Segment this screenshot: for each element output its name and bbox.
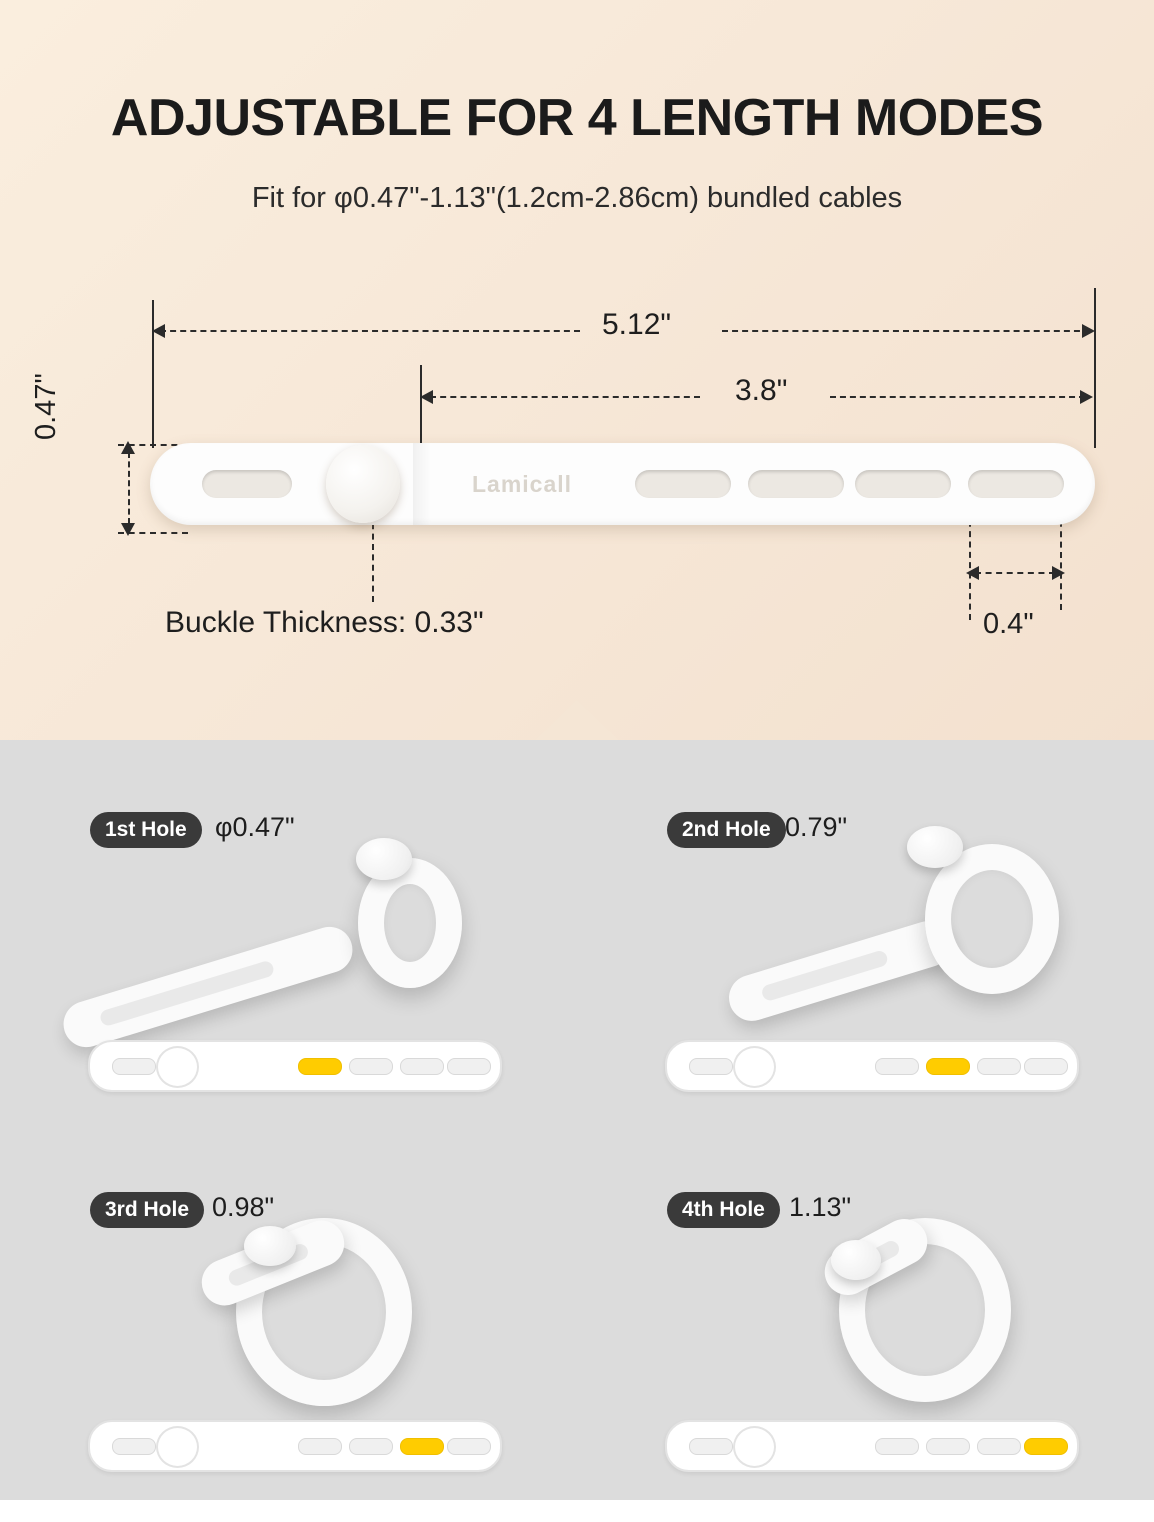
hole-indicator-1	[88, 1040, 502, 1092]
mode-badge: 2nd Hole	[667, 812, 786, 848]
mode-badge: 3rd Hole	[90, 1192, 204, 1228]
mini-buckle-icon	[733, 1046, 776, 1088]
mode-photo-1	[0, 798, 577, 1048]
strap-tail	[58, 921, 358, 1053]
tail-slot	[760, 949, 889, 1002]
strap-hole	[855, 470, 951, 498]
buckle-knob	[907, 826, 963, 868]
mode-photo-2	[577, 798, 1154, 1048]
mode-photo-4	[577, 1178, 1154, 1428]
mini-hole-active	[926, 1058, 970, 1075]
page-title: ADJUSTABLE FOR 4 LENGTH MODES	[110, 89, 1044, 147]
mini-buckle-icon	[156, 1046, 199, 1088]
mini-hole-active	[400, 1438, 444, 1455]
mode-cell-4	[577, 1142, 1154, 1522]
length-modes-panel	[0, 740, 1154, 1500]
mode-photo-3	[0, 1178, 577, 1428]
mini-hole-active	[1024, 1438, 1068, 1455]
mini-hole-end	[689, 1058, 733, 1075]
mini-hole-end	[112, 1438, 156, 1455]
width-label: 0.47"	[30, 373, 62, 440]
mini-buckle-icon	[733, 1426, 776, 1468]
mini-hole	[400, 1058, 444, 1075]
mini-hole-active	[298, 1058, 342, 1075]
mode-badge: 4th Hole	[667, 1192, 780, 1228]
buckle-thickness-label: Buckle Thickness: 0.33"	[165, 606, 484, 639]
mini-hole	[1024, 1058, 1068, 1075]
strap-hole	[635, 470, 731, 498]
strap-notch	[413, 443, 431, 525]
cable-strap-illustration	[150, 443, 1095, 525]
mini-hole	[875, 1058, 919, 1075]
mini-hole	[298, 1438, 342, 1455]
mini-buckle-icon	[156, 1426, 199, 1468]
panel-divider	[0, 700, 1154, 744]
brand-logo: Lamicall	[472, 471, 573, 497]
buckle-knob	[356, 838, 412, 880]
buckle-knob	[831, 1240, 881, 1280]
mode-diameter-label: φ0.47"	[215, 812, 295, 842]
mode-badge: 1st Hole	[90, 812, 202, 848]
mini-hole	[977, 1058, 1021, 1075]
inner-length-label: 3.8"	[735, 374, 788, 407]
mini-hole	[447, 1058, 491, 1075]
mini-hole-end	[112, 1058, 156, 1075]
hole-indicator-4	[665, 1420, 1079, 1472]
hole-indicator-3	[88, 1420, 502, 1472]
mini-hole	[875, 1438, 919, 1455]
mode-cell-2	[577, 762, 1154, 1142]
mini-hole-end	[689, 1438, 733, 1455]
strap-hole	[968, 470, 1064, 498]
mode-cell-1	[0, 762, 577, 1142]
tail-slot	[99, 959, 276, 1027]
buckle-knob	[244, 1226, 296, 1266]
total-length-label: 5.12"	[602, 308, 672, 341]
strap-tail	[723, 915, 956, 1026]
mode-diameter-label: 0.79"	[785, 812, 848, 842]
mode-diameter-label: 0.98"	[212, 1192, 275, 1222]
mini-hole	[447, 1438, 491, 1455]
mini-hole	[977, 1438, 1021, 1455]
buckle-knob	[326, 445, 400, 523]
strap-hole	[748, 470, 844, 498]
mode-cell-3	[0, 1142, 577, 1522]
tip-label: 0.4"	[983, 608, 1034, 640]
hole-indicator-2	[665, 1040, 1079, 1092]
mini-hole	[349, 1058, 393, 1075]
mini-hole	[926, 1438, 970, 1455]
page-subtitle: Fit for φ0.47"-1.13"(1.2cm-2.86cm) bundled cables	[251, 182, 903, 214]
strap-hole	[202, 470, 292, 498]
top-spec-panel	[0, 0, 1154, 740]
mini-hole	[349, 1438, 393, 1455]
divider-arrow-icon	[533, 700, 621, 742]
mode-diameter-label: 1.13"	[789, 1192, 852, 1222]
